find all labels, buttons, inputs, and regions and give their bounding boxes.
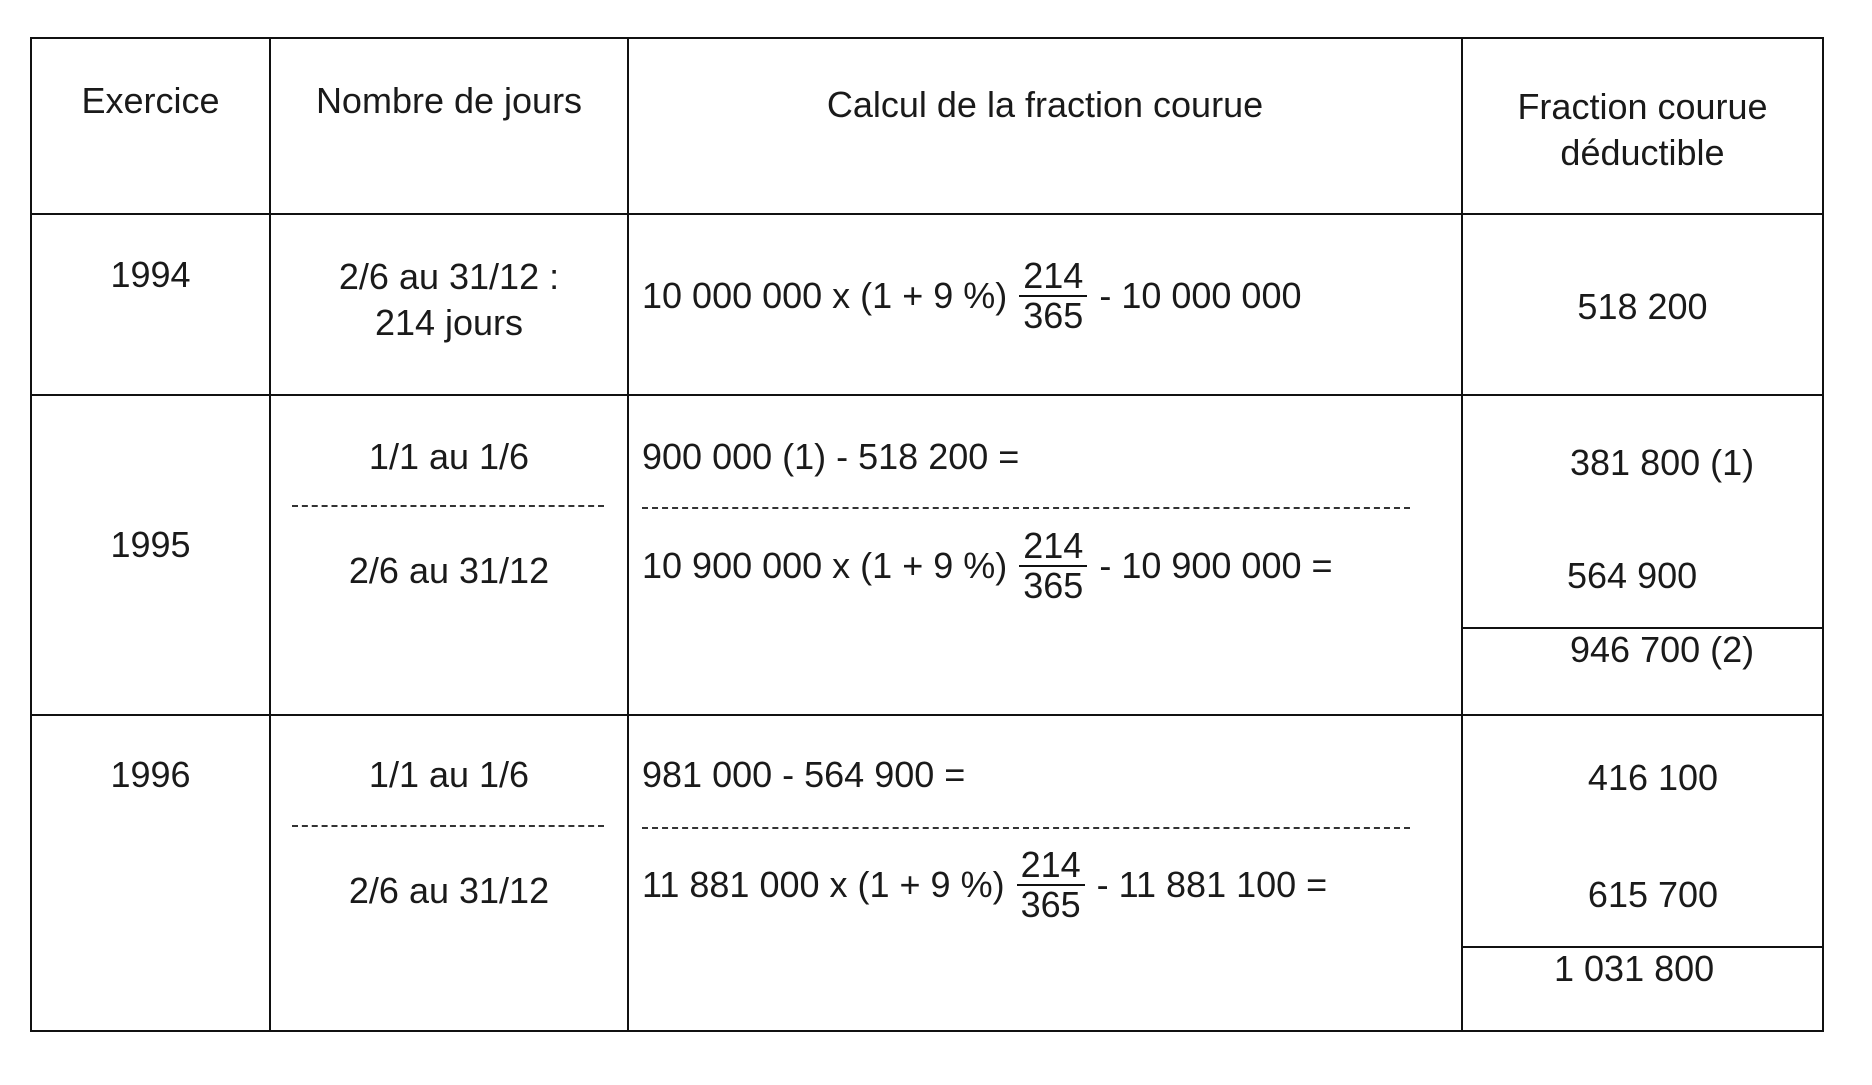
row-1994-exercice: 1994 — [110, 254, 191, 295]
header-nombre-de-jours: Nombre de jours — [315, 80, 583, 121]
fraction-numerator: 214 — [1017, 846, 1085, 886]
row-1994-fraction: 518 200 — [1577, 286, 1708, 327]
row-1995-calcul-b — [642, 527, 1333, 605]
fraction-numerator: 214 — [1019, 527, 1087, 567]
row-1994-jours-line2: 214 jours — [374, 302, 524, 343]
header-fraction-line1: Fraction courue — [1517, 86, 1768, 127]
header-exercice: Exercice — [81, 80, 220, 121]
row-1996-total: 1 031 800 — [1554, 948, 1715, 989]
row-1996-jours-b: 2/6 au 31/12 — [348, 870, 550, 911]
dashed-separator-jours-1995 — [292, 505, 604, 507]
row-1994-calcul — [642, 257, 1302, 335]
row-1996-calcul-a: 981 000 - 564 900 = — [642, 754, 966, 795]
row-1995-fraction-a: 381 800 (1) — [1570, 442, 1755, 483]
row-1995-jours-b: 2/6 au 31/12 — [348, 550, 550, 591]
fraction-214-365 — [1017, 846, 1085, 924]
row-1994-jours-line1: 2/6 au 31/12 : — [338, 256, 560, 297]
row-divider-1994-1995 — [30, 394, 1824, 396]
dashed-separator-calcul-1996 — [642, 827, 1410, 829]
row-1995-exercice: 1995 — [110, 524, 191, 565]
fraction-denominator: 365 — [1020, 883, 1081, 925]
table-border-bottom — [30, 1030, 1824, 1032]
row-1996-calcul-b — [642, 846, 1327, 924]
table-border-top — [30, 37, 1824, 39]
row-1995-jours-a: 1/1 au 1/6 — [368, 436, 530, 477]
fraction-214-365 — [1019, 527, 1087, 605]
col-divider-2 — [627, 37, 629, 1032]
row-1995-calcul-a: 900 000 (1) - 518 200 = — [642, 436, 1020, 477]
formula-suffix: - 10 000 000 — [1099, 275, 1302, 317]
row-1995-fraction-b: 564 900 — [1567, 555, 1698, 596]
fraction-numerator: 214 — [1019, 257, 1087, 297]
formula-suffix: - 11 881 100 = — [1096, 864, 1328, 906]
row-1995-total: 946 700 (2) — [1570, 629, 1755, 670]
fraction-214-365 — [1019, 257, 1087, 335]
header-calcul: Calcul de la fraction courue — [826, 84, 1264, 125]
fraction-denominator: 365 — [1023, 294, 1084, 336]
formula-prefix: 11 881 000 x (1 + 9 %) — [642, 864, 1005, 906]
formula-suffix: - 10 900 000 = — [1099, 545, 1333, 587]
formula-prefix: 10 000 000 x (1 + 9 %) — [642, 275, 1008, 317]
row-1996-fraction-a: 416 100 — [1587, 757, 1719, 798]
row-1996-exercice: 1996 — [110, 754, 191, 795]
dashed-separator-jours-1996 — [292, 825, 604, 827]
dashed-separator-calcul-1995 — [642, 507, 1410, 509]
row-1996-jours-a: 1/1 au 1/6 — [368, 754, 530, 795]
fraction-denominator: 365 — [1023, 564, 1084, 606]
row-divider-1995-1996 — [30, 714, 1824, 716]
header-divider — [30, 213, 1824, 215]
header-fraction-line2: déductible — [1560, 132, 1725, 173]
row-1996-fraction-b: 615 700 — [1587, 874, 1719, 915]
formula-prefix: 10 900 000 x (1 + 9 %) — [642, 545, 1008, 587]
